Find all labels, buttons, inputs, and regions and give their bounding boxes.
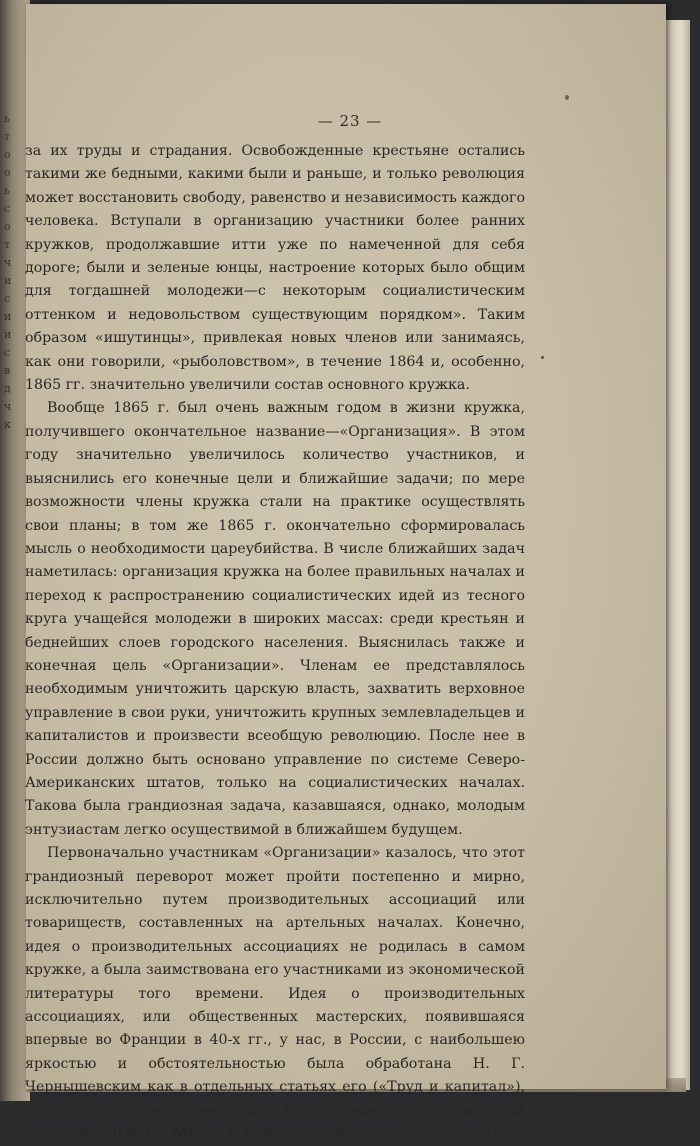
paper-speck	[565, 95, 569, 100]
paragraph-1: за их труды и страдания. Освобожденные крестьяне остались такими же бедными, какими были и раньше, и только революция может восстановить свободу, равенство и независимость каждого человека. Вступали в организацию участники более ранних кружков, продолжавшие итти уже по намеченной для себя дороге; были и зеленые юнцы, настроение которых было общим для тогдашней молодежи—с некоторым социалистическим оттенком и недовольством существующим порядком». Таким образом «ишутинцы», привлекая новых членов или занимаясь, как они говорили, «рыболовством», в течение 1864 и, особенно, 1865 гг. значительно увеличили состав основного кружка.	[25, 143, 525, 394]
paragraph-3: Первоначально участникам «Организации» казалось, что этот грандиозный переворот может пройти постепенно и мирно, исключительно путем производительных ассоциаций или товариществ, составленных на артельных началах. Конечно, идея о производительных ассоциациях не родилась в самом кружке, а была заимствована его участниками из экономической литературы того времени. Идея о производительных ассоциациях, или общественных мастерских, появившаяся впервые во Франции в 40-х гг., у нас, в России, с наибольшею яркостью и обстоятельностью была обработана Н. Г. Чернышевским как в отдельных статьях его («Труд и капитал»), так, особенно, в примечаниях к «Основаниям политической экономии» Дж. Ст. Милля и в знаменитом романе «Что делать?».	[25, 845, 525, 1143]
facing-page-margin-text: ь т о о ь с о т ч и с и и с в д ч к	[4, 112, 12, 431]
margin-dot	[541, 356, 544, 359]
body-text	[25, 140, 525, 1146]
paragraph-2: Вообще 1865 г. был очень важным годом в жизни кружка, получившего окончательное название—«Организация». В этом году значительно увеличилось количество участников, и выяснились его конечные цели и ближайшие задачи; по мере возможности члены кружка стали на практике осуществлять свои планы; в том же 1865 г. окончательно сформировалась мысль о необходимости цареубийства. В числе ближайших задач наметилась: организация кружка на более правильных началах и переход к распространению социалистических идей из тесного круга учащейся молодежи в широких массах: среди крестьян и беднейших слоев городского населения. Выяснилась также и конечная цель «Организации». Членам ее представлялось необходимым уничтожить царскую власть, захватить верховное управление в свои руки, уничтожить крупных землевладельцев и капиталистов и произвести всеобщую революцию. После нее в России должно быть основано управление по системе Северо-Американских штатов, только на социалистических началах. Такова была грандиозная задача, казавшаяся, однако, молодым энтузиастам легко осуществимой в ближайшем будущем.	[25, 400, 525, 838]
page-number: — 23 —	[317, 112, 383, 130]
page-stack-edge	[662, 20, 690, 1090]
